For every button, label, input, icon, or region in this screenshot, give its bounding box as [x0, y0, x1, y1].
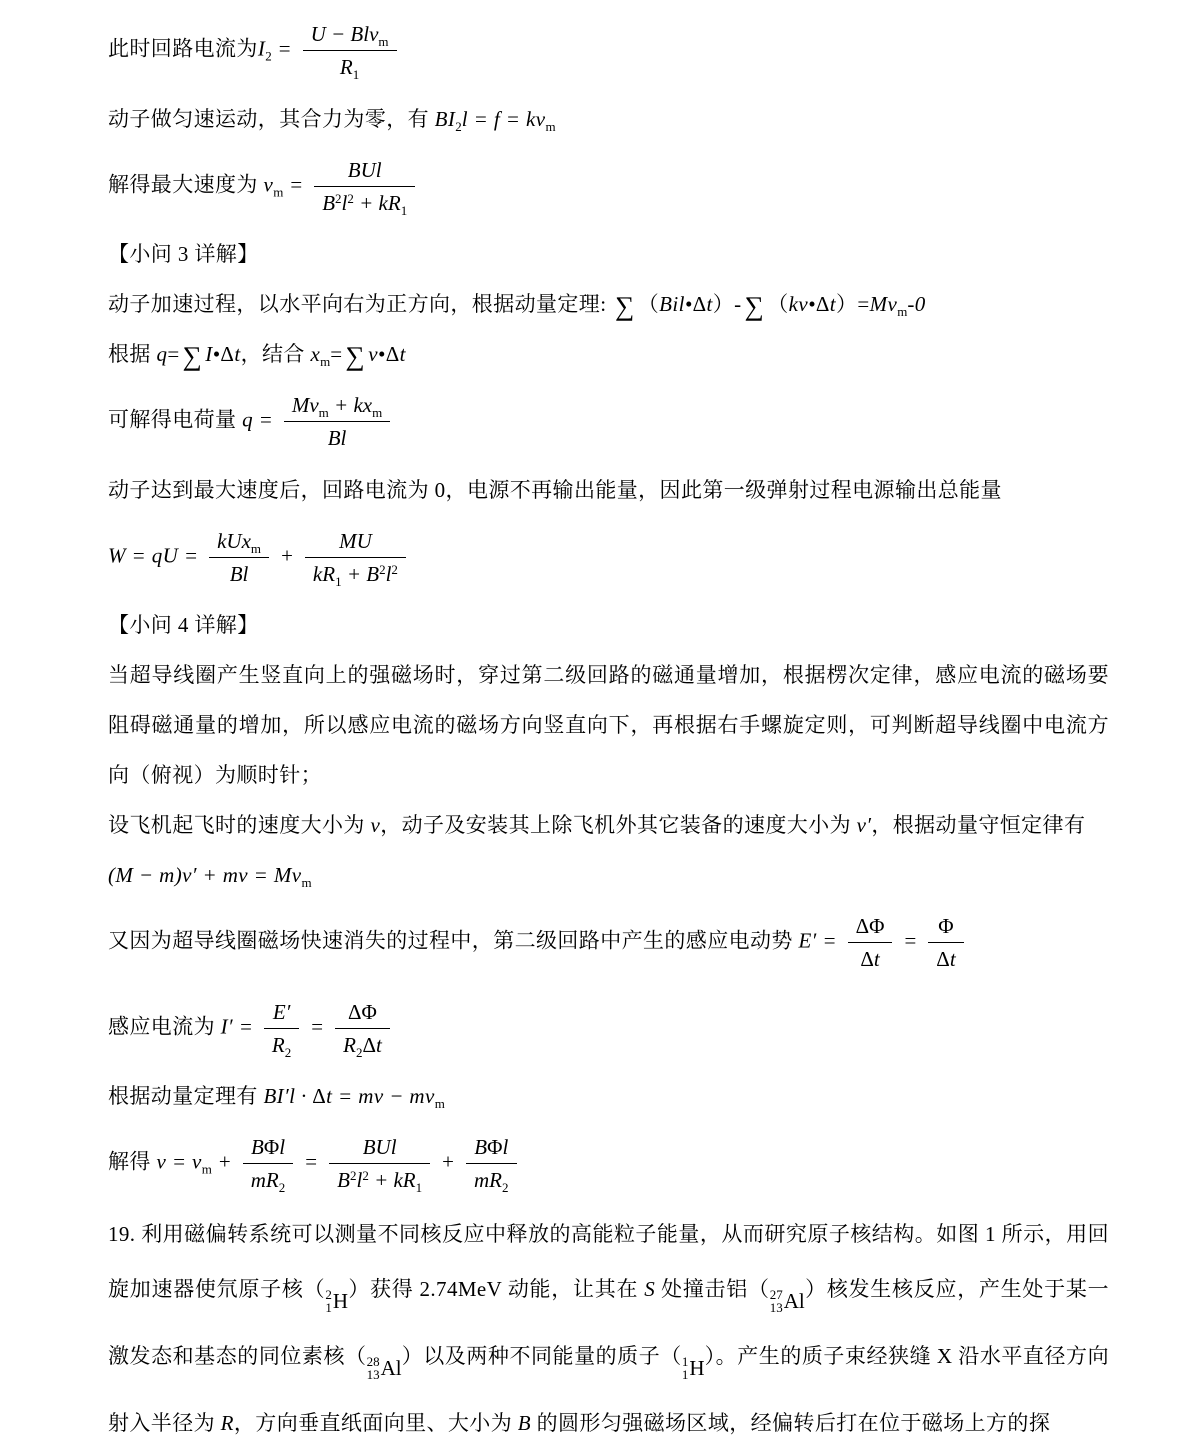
- fraction-numerator: [314, 156, 415, 187]
- fraction-denominator: [209, 558, 269, 588]
- fraction-denominator: [314, 187, 415, 217]
- math-italic-run: R: [220, 1410, 234, 1435]
- para-question-19: [108, 1207, 1109, 1436]
- formula-induced-current: [108, 986, 1109, 1072]
- fraction: [928, 912, 963, 974]
- math-italic-run: Bil•: [659, 292, 693, 316]
- math-italic-run: B: [474, 1135, 488, 1159]
- subscript: m: [201, 1161, 212, 1177]
- formula-final-speed: [108, 1121, 1109, 1207]
- text-run: （: [637, 292, 660, 316]
- math-upright-run: Δ: [815, 292, 830, 316]
- math-italic-run: Mv: [291, 393, 319, 417]
- subscript: 2: [455, 118, 462, 134]
- text-run: 感应电流为: [108, 1014, 221, 1039]
- fraction: [284, 391, 390, 453]
- math-italic-run: B: [251, 1135, 264, 1159]
- atomic-number: 13: [769, 1300, 783, 1316]
- math-italic-run: + kR: [368, 1168, 416, 1193]
- math-italic-run: BUl: [362, 1135, 397, 1159]
- math-italic-run: + B: [341, 561, 380, 586]
- fraction: [243, 1133, 294, 1195]
- math-italic-run: t = mv − mv: [326, 1084, 435, 1108]
- fraction: [329, 1133, 430, 1195]
- math-italic-run: l: [356, 1168, 363, 1193]
- text-run: 可解得电荷量: [108, 407, 243, 432]
- fraction-numerator: [264, 998, 299, 1029]
- math-italic-run: q: [242, 407, 253, 432]
- summation-symbol: ∑: [345, 341, 366, 371]
- math-italic-run: +: [435, 1149, 462, 1174]
- para-lenz-law: [108, 650, 1109, 800]
- math-italic-run: +: [211, 1149, 238, 1174]
- math-italic-run: v = v: [156, 1149, 202, 1174]
- nuclide-numbers: [367, 1355, 380, 1382]
- text-run: 【小问 4 详解】: [108, 613, 259, 637]
- math-italic-run: (M − m)v′ + mv = Mv: [108, 863, 302, 887]
- text-run: 解得: [108, 1149, 157, 1174]
- text-run: 动子达到最大速度后，回路电流为 0，电源不再输出能量，因此第一级弹射过程电源输出总能量: [108, 477, 1002, 502]
- mass-number: 28: [366, 1353, 380, 1369]
- fraction-denominator: [329, 1164, 430, 1194]
- heading-subquestion-4: [108, 600, 1109, 650]
- math-italic-run: BI′l: [263, 1084, 296, 1108]
- text-run: ，方向垂直纸面向里、大小为: [233, 1410, 518, 1435]
- math-upright-run: Δ: [860, 947, 874, 972]
- fraction-denominator: [264, 1029, 299, 1059]
- text-run: ）=: [835, 292, 870, 316]
- fraction: [305, 527, 406, 589]
- subscript: m: [320, 354, 331, 369]
- math-upright-run: Δ: [936, 947, 950, 972]
- text-run: =: [330, 342, 343, 366]
- math-italic-run: MU: [339, 528, 372, 553]
- subscript: 1: [335, 573, 342, 589]
- math-italic-run: kUx: [217, 528, 251, 553]
- text-run: ）核发生核反应，产生处于某一激发态和基态的同位素核（: [108, 1276, 1109, 1368]
- element-symbol: H: [332, 1288, 348, 1313]
- atomic-number: 1: [681, 1367, 689, 1383]
- math-italic-run: v•: [368, 342, 386, 366]
- subscript: m: [318, 405, 329, 420]
- math-italic-run: =: [271, 36, 298, 61]
- math-italic-run: Bl: [327, 426, 347, 451]
- mass-number: 1: [681, 1353, 689, 1369]
- superscript: 2: [391, 561, 398, 577]
- fraction-denominator: [305, 558, 406, 588]
- summation-symbol: ∑: [744, 291, 765, 321]
- subscript: m: [545, 118, 556, 134]
- fraction-denominator: [928, 943, 963, 973]
- math-italic-run: B: [517, 1410, 531, 1435]
- subscript: 1: [415, 1180, 423, 1196]
- text-run: ）获得 2.74MeV 动能，让其在: [348, 1276, 645, 1301]
- math-italic-run: =: [304, 1014, 331, 1039]
- math-italic-run: Bl: [229, 561, 249, 586]
- subscript: 2: [502, 1180, 509, 1196]
- math-italic-run: B: [337, 1168, 350, 1193]
- math-upright-run: Φ: [263, 1135, 280, 1159]
- math-italic-run: q: [156, 342, 168, 366]
- text-run: ）-: [712, 292, 742, 316]
- element-symbol: Al: [380, 1355, 402, 1380]
- math-italic-run: U − Blv: [310, 22, 379, 46]
- fraction-denominator: [284, 422, 390, 452]
- math-italic-run: I•: [205, 342, 221, 366]
- fraction-denominator: [303, 51, 397, 81]
- math-italic-run: S: [644, 1276, 656, 1301]
- line-uniform-motion: [108, 94, 1109, 144]
- math-italic-run: v′: [856, 813, 872, 837]
- math-italic-run: v: [370, 813, 381, 837]
- math-italic-run: l: [279, 1135, 286, 1159]
- nuclide-numbers: [325, 1288, 332, 1315]
- mass-number: 2: [325, 1286, 332, 1302]
- fraction: [848, 912, 893, 974]
- text-run: 根据动量定理有: [108, 1084, 264, 1108]
- fraction-numerator: [284, 391, 390, 422]
- math-italic-run: t: [949, 947, 956, 972]
- math-upright-run: Φ: [487, 1135, 503, 1159]
- subscript: m: [301, 875, 312, 890]
- math-upright-run: Δ: [362, 1032, 376, 1057]
- superscript: 2: [349, 1168, 357, 1184]
- math-italic-run: kv•: [788, 292, 816, 316]
- math-italic-run: =: [283, 172, 310, 197]
- subscript: 2: [278, 1180, 286, 1196]
- math-italic-run: l: [502, 1135, 509, 1159]
- document-content: [108, 8, 1109, 1436]
- nuclide-notation: [770, 1274, 805, 1329]
- subscript: m: [250, 540, 262, 556]
- math-italic-run: =: [298, 1149, 325, 1174]
- atomic-number: 13: [366, 1367, 380, 1383]
- element-symbol: H: [689, 1355, 705, 1380]
- math-upright-run: Δ: [692, 292, 707, 316]
- math-italic-run: t: [829, 292, 836, 316]
- math-italic-run: l: [341, 190, 348, 215]
- text-run: 动子做匀速运动，其合力为零，有: [108, 106, 435, 131]
- math-italic-run: ·: [295, 1084, 313, 1108]
- fraction-numerator: [209, 527, 269, 558]
- math-italic-run: =: [897, 928, 924, 953]
- text-run: 动子加速过程，以水平向右为正方向，根据动量定理:: [108, 292, 613, 316]
- text-run: ，结合: [240, 342, 311, 366]
- math-italic-run: -0: [907, 292, 926, 316]
- formula-loop-current: [108, 8, 1109, 94]
- formula-total-energy: [108, 515, 1109, 601]
- math-italic-run: + kx: [328, 393, 373, 417]
- math-upright-run: Δ: [385, 342, 400, 366]
- text-run: 【小问 3 详解】: [108, 242, 259, 266]
- formula-max-speed: [108, 144, 1109, 230]
- subscript: m: [372, 405, 383, 420]
- math-italic-run: l: [385, 561, 392, 586]
- text-run: 处撞击铝（: [655, 1276, 770, 1301]
- subscript: m: [273, 184, 284, 200]
- math-italic-run: =: [816, 928, 843, 953]
- math-italic-run: =: [233, 1014, 259, 1039]
- math-italic-run: I: [257, 36, 266, 61]
- superscript: 2: [347, 190, 354, 206]
- math-italic-run: v: [263, 172, 274, 197]
- subscript: 2: [284, 1044, 292, 1060]
- math-upright-run: Δ: [312, 1084, 327, 1108]
- math-italic-run: t: [706, 292, 713, 316]
- summation-symbol: ∑: [615, 291, 635, 321]
- text-run: （: [767, 292, 789, 316]
- text-run: 此时回路电流为: [108, 36, 258, 61]
- text-run: ，动子及安装其上除飞机外其它装备的速度大小为: [380, 813, 857, 837]
- fraction-denominator: [848, 943, 893, 973]
- math-italic-run: t: [234, 342, 241, 366]
- text-run: 的圆形匀强磁场区域，经偏转后打在位于磁场上方的探: [530, 1410, 1051, 1435]
- superscript: 2: [362, 1168, 369, 1184]
- math-italic-run: Mv: [869, 292, 898, 316]
- nuclide-numbers: [770, 1288, 783, 1315]
- fraction-numerator: [243, 1133, 294, 1164]
- text-run: =: [167, 342, 180, 366]
- nuclide-numbers: [682, 1355, 689, 1382]
- fraction-numerator: [329, 1133, 430, 1164]
- nuclide-notation: [682, 1341, 705, 1396]
- math-italic-run: + kR: [353, 190, 401, 215]
- text-run: 设飞机起飞时的速度大小为: [108, 813, 371, 837]
- fraction-numerator: [466, 1133, 517, 1164]
- subscript: m: [378, 34, 389, 49]
- nuclide-notation: [367, 1341, 402, 1396]
- text-run: ，根据动量守恒定律有: [871, 813, 1086, 837]
- text-run: ）以及两种不同能量的质子（: [401, 1343, 682, 1368]
- math-italic-run: t: [375, 1032, 382, 1057]
- subscript: 2: [355, 1044, 363, 1060]
- formula-momentum-conservation: [108, 850, 1109, 900]
- subscript: 1: [352, 67, 360, 83]
- math-italic-run: x: [310, 342, 321, 366]
- formula-emf: [108, 900, 1109, 986]
- fraction-numerator: [928, 912, 963, 943]
- fraction-numerator: [305, 527, 406, 558]
- mass-number: 27: [769, 1286, 783, 1302]
- math-upright-run: Δ: [220, 342, 235, 366]
- formula-charge: [108, 379, 1109, 465]
- heading-subquestion-3: [108, 229, 1109, 279]
- line-charge-relation: [108, 329, 1109, 379]
- line-takeoff-speed: [108, 800, 1109, 850]
- fraction: [466, 1133, 517, 1195]
- subscript: 2: [265, 48, 272, 64]
- math-upright-run: ΔΦ: [348, 999, 377, 1024]
- math-italic-run: I′: [220, 1014, 234, 1039]
- text-run: ）。产生的质子束经狭缝 X 沿水平直径方向射入半径为: [108, 1343, 1109, 1435]
- fraction: [303, 20, 397, 82]
- line-impulse-theorem: [108, 1071, 1109, 1121]
- subscript: m: [434, 1096, 445, 1111]
- text-run: 当超导线圈产生竖直向上的强磁场时，穿过第二级回路的磁通量增加，根据楞次定律，感应电流的磁场要阻碍磁通量的增加，所以感应电流的磁场方向竖直向下，再根据右手螺旋定则，可判断超导线圈中电流方向（俯视）为顺时针；: [108, 663, 1109, 787]
- text-run: 根据: [108, 342, 157, 366]
- text-run: 解得最大速度为: [108, 172, 264, 197]
- element-symbol: Al: [783, 1288, 805, 1313]
- fraction-numerator: [848, 912, 893, 943]
- math-italic-run: mR: [474, 1168, 503, 1193]
- subscript: 1: [400, 202, 408, 218]
- nuclide-notation: [325, 1274, 348, 1329]
- math-italic-run: t: [399, 342, 406, 366]
- superscript: 2: [335, 190, 342, 206]
- fraction-numerator: [303, 20, 397, 51]
- math-italic-run: +: [274, 543, 300, 568]
- math-italic-run: R: [339, 55, 353, 80]
- text-run: 19. 利用磁偏转系统可以测量不同核反应中释放的高能粒子能量，从而研究原子核结构。如图 1 所示，用回旋加速器使氘原子核（: [108, 1221, 1109, 1301]
- fraction-denominator: [335, 1029, 390, 1059]
- atomic-number: 1: [325, 1300, 332, 1316]
- line-max-speed-energy: [108, 465, 1109, 515]
- math-upright-run: Φ: [938, 914, 954, 938]
- math-italic-run: kR: [312, 561, 336, 586]
- fraction: [314, 156, 415, 218]
- math-italic-run: B: [322, 190, 336, 215]
- math-italic-run: E′: [798, 928, 817, 953]
- math-italic-run: t: [873, 947, 880, 972]
- fraction-denominator: [466, 1164, 517, 1194]
- fraction: [264, 998, 299, 1060]
- math-italic-run: R: [343, 1032, 356, 1057]
- fraction-denominator: [243, 1164, 294, 1194]
- math-upright-run: ΔΦ: [855, 914, 885, 938]
- superscript: 2: [379, 561, 386, 577]
- fraction: [209, 527, 269, 589]
- text-run: 又因为超导线圈磁场快速消失的过程中，第二级回路中产生的感应电动势: [108, 928, 799, 953]
- math-italic-run: W = qU =: [108, 543, 205, 568]
- fraction-numerator: [335, 998, 390, 1029]
- math-italic-run: R: [271, 1032, 285, 1057]
- summation-symbol: ∑: [182, 341, 203, 371]
- math-italic-run: l = f = kv: [461, 106, 546, 131]
- math-italic-run: E′: [272, 999, 291, 1024]
- math-italic-run: mR: [250, 1168, 279, 1193]
- line-momentum-theorem: [108, 279, 1109, 329]
- math-italic-run: BI: [434, 106, 456, 131]
- fraction: [335, 998, 390, 1060]
- math-italic-run: =: [252, 407, 279, 432]
- subscript: m: [897, 304, 908, 319]
- math-italic-run: BUl: [347, 157, 382, 182]
